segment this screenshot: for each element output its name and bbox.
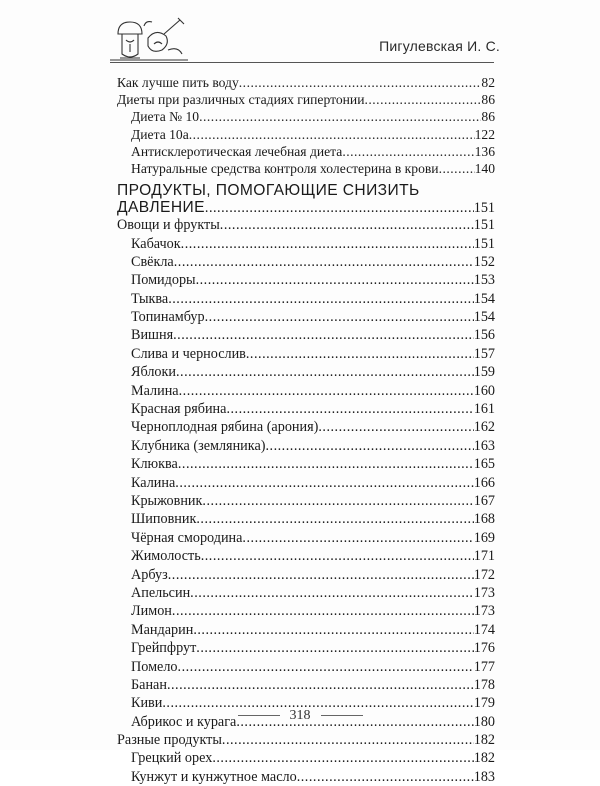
toc-entry-label: Кабачок: [131, 235, 181, 252]
section-title-continued: ДАВЛЕНИЕ: [117, 199, 205, 217]
toc-entry-label: Разные продукты: [117, 732, 222, 749]
toc-entry-page: 167: [473, 492, 495, 509]
toc-subentry[interactable]: [117, 345, 495, 363]
toc-entry[interactable]: [117, 91, 495, 108]
dot-leader: [172, 602, 474, 620]
toc-entry-page: 156: [473, 327, 495, 344]
toc-entry-page: 177: [473, 658, 495, 675]
dot-leader: [205, 308, 474, 326]
toc-subentry[interactable]: [117, 271, 495, 289]
toc-entry-label: Овощи и фрукты: [117, 217, 220, 234]
toc-entry-label: Помидоры: [131, 272, 196, 289]
toc-entry-label: Вишня: [131, 327, 174, 344]
toc-entry-page: 173: [473, 603, 495, 620]
toc-subentry[interactable]: [117, 658, 495, 676]
dot-leader: [202, 492, 473, 510]
dot-leader: [181, 235, 474, 253]
toc-subentry[interactable]: [117, 529, 495, 547]
dot-leader: [222, 731, 474, 749]
toc-entry-label: Клубника (земляника): [131, 437, 266, 454]
toc-entry-page: 176: [473, 640, 495, 657]
dot-leader: [196, 639, 473, 657]
toc-entry-label: Малина: [131, 382, 179, 399]
toc-entry-page: 180: [473, 713, 495, 730]
toc-entry-page: 169: [473, 529, 495, 546]
toc-entry-label: Грейпфрут: [131, 640, 197, 657]
toc-section-entry[interactable]: [117, 199, 495, 216]
toc-subentry[interactable]: [117, 584, 495, 602]
toc-entry-page: 182: [473, 750, 495, 767]
toc-entry-page: 151: [473, 235, 495, 252]
toc-entry-label: Банан: [131, 676, 167, 693]
toc-subentry[interactable]: [117, 768, 495, 786]
dot-leader: [439, 160, 475, 177]
dot-leader: [168, 566, 474, 584]
toc-entry-label: Абрикос и курага: [131, 713, 237, 730]
toc-subentry[interactable]: [117, 326, 495, 344]
toc-entry-page: 182: [473, 732, 495, 749]
dot-leader: [212, 749, 473, 767]
toc-entry-label: Как лучше пить воду: [117, 75, 239, 90]
toc-entry-label: Антисклеротическая лечебная диета: [131, 143, 343, 159]
dot-leader: [190, 584, 474, 602]
table-of-contents: [117, 74, 495, 786]
dot-leader: [364, 91, 481, 108]
toc-entry-page: 151: [473, 217, 495, 234]
toc-entry-label: Лимон: [131, 603, 172, 620]
toc-subentry[interactable]: [117, 126, 495, 143]
toc-entry-page: 153: [473, 272, 495, 289]
toc-entry-label: Калина: [131, 474, 176, 491]
toc-entry-page: 154: [473, 290, 495, 307]
toc-entry-page: 160: [473, 382, 495, 399]
dot-leader: [239, 74, 482, 91]
dot-leader: [199, 108, 481, 125]
toc-subentry[interactable]: [117, 235, 495, 253]
dot-leader: [220, 216, 474, 234]
toc-entry-page: 168: [473, 511, 495, 528]
toc-subentry[interactable]: [117, 382, 495, 400]
toc-entry-page: 166: [473, 474, 495, 491]
toc-subentry[interactable]: [117, 455, 495, 473]
dot-leader: [196, 510, 473, 528]
dot-leader: [201, 547, 474, 565]
toc-subentry[interactable]: [117, 566, 495, 584]
toc-subentry[interactable]: [117, 437, 495, 455]
toc-entry[interactable]: [117, 74, 495, 91]
toc-entry-page: 183: [473, 768, 495, 785]
toc-entry-page: 154: [473, 309, 495, 326]
dot-leader: [342, 143, 474, 160]
toc-entry-label: Тыква: [131, 290, 169, 307]
toc-entry-label: Яблоки: [131, 364, 176, 381]
toc-entry-label: Крыжовник: [131, 492, 203, 509]
dot-leader: [167, 676, 474, 694]
folio-dash-left: [238, 715, 280, 716]
toc-entry-page: 174: [473, 621, 495, 638]
dot-leader: [205, 200, 474, 217]
toc-entry-page: 122: [474, 126, 495, 142]
dot-leader: [178, 658, 474, 676]
toc-subentry[interactable]: [117, 143, 495, 160]
toc-subentry[interactable]: [117, 308, 495, 326]
dot-leader: [176, 363, 474, 381]
toc-subentry[interactable]: [117, 621, 495, 639]
dot-leader: [189, 126, 475, 143]
toc-entry-label: Арбуз: [131, 566, 168, 583]
toc-entry-label: Киви: [131, 695, 163, 712]
toc-entry-page: 172: [473, 566, 495, 583]
dot-leader: [226, 400, 473, 418]
toc-subentry[interactable]: [117, 676, 495, 694]
dot-leader: [168, 290, 474, 308]
toc-subentry[interactable]: [117, 108, 495, 125]
dot-leader: [318, 418, 473, 436]
folio-dash-right: [321, 715, 363, 716]
toc-subentry[interactable]: [117, 547, 495, 565]
toc-entry-page: 86: [481, 92, 495, 108]
toc-entry-page: 161: [473, 401, 495, 418]
toc-entry-page: 179: [473, 695, 495, 712]
toc-entry-page: 82: [481, 75, 495, 90]
toc-subentry[interactable]: [117, 400, 495, 418]
dot-leader: [297, 768, 474, 786]
dot-leader: [193, 621, 473, 639]
toc-entry-label: Апельсин: [131, 584, 191, 601]
toc-entry-page: 159: [473, 364, 495, 381]
dot-leader: [174, 253, 474, 271]
toc-entry-label: Диеты при различных стадиях гипертонии: [117, 92, 365, 108]
toc-entry-label: Грецкий орех: [131, 750, 213, 767]
toc-subentry[interactable]: [117, 602, 495, 620]
toc-entry-label: Клюква: [131, 456, 178, 473]
toc-entry-label: Диета 10а: [131, 126, 189, 142]
dot-leader: [265, 437, 473, 455]
toc-subentry[interactable]: [117, 363, 495, 381]
toc-entry-label: Диета № 10: [131, 109, 200, 125]
toc-entry-label: Слива и чернослив: [131, 345, 246, 362]
toc-entry-page: 178: [473, 676, 495, 693]
toc-entry[interactable]: [117, 216, 495, 234]
section-title: ПРОДУКТЫ, ПОМОГАЮЩИЕ СНИЗИТЬ: [117, 182, 420, 200]
toc-entry-page: 163: [473, 437, 495, 454]
dot-leader: [175, 474, 473, 492]
toc-entry-page: 151: [473, 200, 495, 217]
header-rule: [110, 62, 494, 63]
toc-entry-label: Свёкла: [131, 253, 174, 270]
toc-entry-label: Помело: [131, 658, 178, 675]
toc-entry-label: Кунжут и кунжутное масло: [131, 768, 297, 785]
running-header-author: Пигулевская И. С.: [379, 38, 500, 54]
toc-subentry[interactable]: [117, 474, 495, 492]
toc-entry-page: 152: [473, 253, 495, 270]
dot-leader: [173, 326, 474, 344]
toc-subentry[interactable]: [117, 253, 495, 271]
toc-entry-page: 140: [474, 160, 495, 176]
toc-subentry[interactable]: [117, 160, 495, 177]
toc-subentry[interactable]: [117, 290, 495, 308]
toc-entry-page: 162: [473, 419, 495, 436]
toc-entry-label: Топинамбур: [131, 309, 205, 326]
toc-subentry[interactable]: [117, 418, 495, 436]
toc-entry-page: 171: [473, 548, 495, 565]
toc-entry-label: Натуральные средства контроля холестерина в крови: [131, 160, 439, 176]
mortar-pestle-icon: [108, 14, 190, 64]
toc-entry-page: 136: [474, 143, 495, 159]
toc-entry-label: Жимолость: [131, 548, 201, 565]
toc-subentry[interactable]: [117, 492, 495, 510]
toc-entry-page: 173: [473, 584, 495, 601]
dot-leader: [179, 382, 474, 400]
toc-entry-label: Чёрная смородина: [131, 529, 243, 546]
dot-leader: [178, 455, 474, 473]
toc-subentry[interactable]: [117, 510, 495, 528]
page-number: [0, 708, 600, 724]
dot-leader: [196, 271, 474, 289]
toc-entry-page: 165: [473, 456, 495, 473]
toc-entry-page: 157: [473, 345, 495, 362]
toc-entry-label: Шиповник: [131, 511, 197, 528]
toc-entry-label: Мандарин: [131, 621, 194, 638]
toc-entry-label: Красная рябина: [131, 401, 227, 418]
toc-subentry[interactable]: [117, 639, 495, 657]
page-number-value: 318: [289, 708, 311, 723]
dot-leader: [242, 529, 473, 547]
toc-entry-label: Черноплодная рябина (арония): [131, 419, 319, 436]
toc-entry-page: 86: [481, 109, 495, 125]
dot-leader: [246, 345, 474, 363]
toc-entry[interactable]: [117, 731, 495, 749]
toc-subentry[interactable]: [117, 749, 495, 767]
